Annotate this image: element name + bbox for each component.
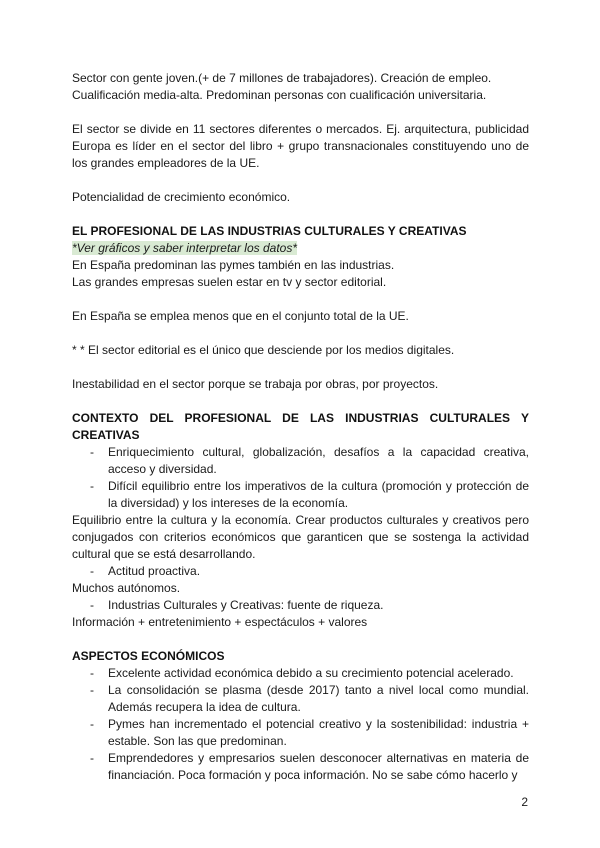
profesional-paragraph-ue: En España se emplea menos que en el conjunto total de la UE. [72,309,409,323]
highlighted-note: *Ver gráficos y saber interpretar los datos* [72,241,297,255]
intro-line-1: Sector con gente joven.(+ de 7 millones de trabajadores). Creación de empleo. [72,71,492,85]
profesional-line-1: En España predominan las pymes también en las industrias. [72,258,395,272]
profesional-paragraph-editorial: * * El sector editorial es el único que desciende por los medios digitales. [72,343,455,357]
page-content [72,70,529,784]
contexto-paragraph-equilibrio: Equilibrio entre la cultura y la economía. Crear productos culturales y creativos pero conjugados con criterios económicos que garanticen que se sostenga la actividad cultural que se está desarrollando. [72,513,529,561]
list-item: - Excelente actividad económica debido a su crecimiento potencial acelerado. [72,665,529,682]
aspectos-list [72,665,529,784]
list-item: - La consolidación se plasma (desde 2017) tanto a nivel local como mundial. Además recupera la idea de cultura. [72,682,529,716]
intro-paragraph-potencialidad: Potencialidad de crecimiento económico. [72,190,291,204]
contexto-autonomos: Muchos autónomos. [72,581,181,595]
list-item: - Enriquecimiento cultural, globalización, desafíos a la capacidad creativa, acceso y diversidad. [72,444,529,478]
contexto-list [72,444,529,512]
profesional-line-2: Las grandes empresas suelen estar en tv y sector editorial. [72,275,387,289]
list-item: - Industrias Culturales y Creativas: fuente de riqueza. [72,597,529,614]
heading-contexto: CONTEXTO DEL PROFESIONAL DE LAS INDUSTRIAS CULTURALES Y CREATIVAS [72,411,529,442]
list-item: - Difícil equilibrio entre los imperativos de la cultura (promoción y protección de la diversidad) y los intereses de la economía. [72,478,529,512]
profesional-paragraph-inestabilidad: Inestabilidad en el sector porque se trabaja por obras, por proyectos. [72,377,439,391]
list-item: - Pymes han incrementado el potencial creativo y la sostenibilidad: industria + estable. Son las que predominan. [72,716,529,750]
contexto-informacion: Información + entretenimiento + espectáculos + valores [72,615,368,629]
heading-profesional: EL PROFESIONAL DE LAS INDUSTRIAS CULTURALES Y CREATIVAS [72,224,467,238]
intro-paragraph-sectores: El sector se divide en 11 sectores diferentes o mercados. Ej. arquitectura, publicidad Europa es líder en el sector del libro + grupo transnacionales constituyendo uno de los grandes empleadores de la UE. [72,122,529,170]
intro-line-2: Cualificación media-alta. Predominan personas con cualificación universitaria. [72,88,487,102]
page-number: 2 [521,795,528,809]
heading-aspectos: ASPECTOS ECONÓMICOS [72,649,225,663]
list-item: - Emprendedores y empresarios suelen desconocer alternativas en materia de financiación. Poca formación y poca información. No se sabe cómo hacerlo y [72,750,529,784]
list-item: - Actitud proactiva. [72,563,529,580]
